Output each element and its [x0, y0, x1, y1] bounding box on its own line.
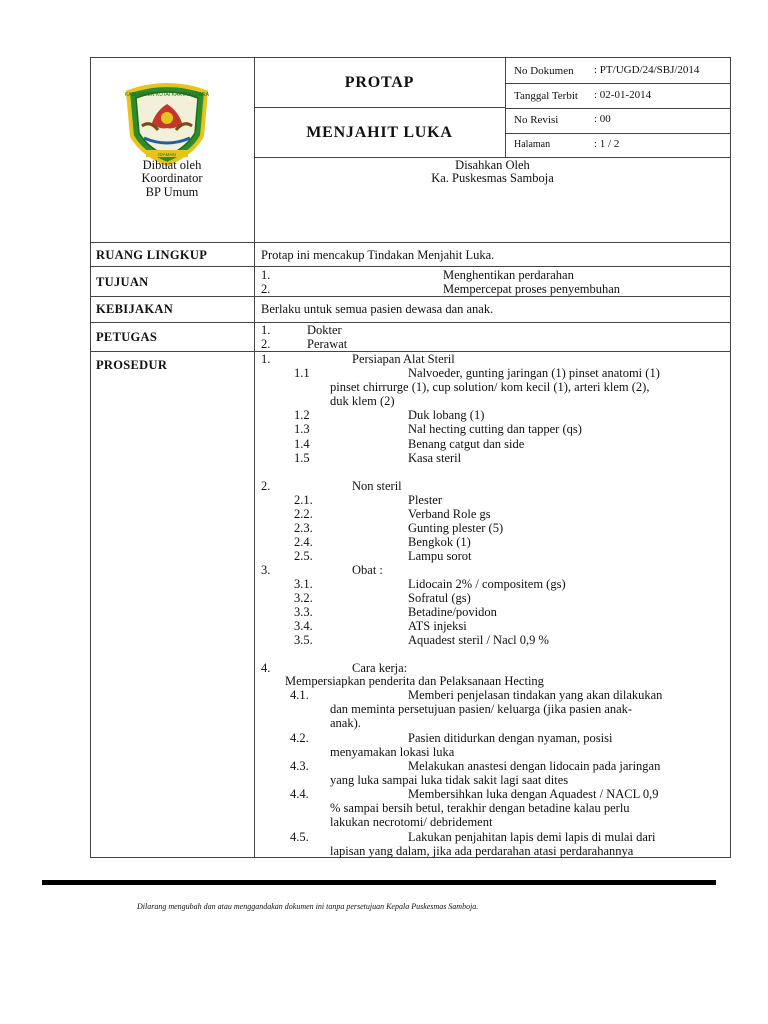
footer-note: Dilarang mengubah dan atau menggandakan dokumen ini tanpa persetujuan Kepala Puskesmas Samboja. — [137, 902, 479, 911]
protap-title: PROTAP — [344, 74, 415, 91]
divider — [90, 296, 731, 297]
signature-coordinator: Koordinator — [141, 171, 203, 185]
step-text: menyamakan lokasi luka — [330, 745, 455, 759]
item-num: 3.4. — [294, 619, 313, 633]
item-num: 3.2. — [294, 591, 313, 605]
step-num: 4.1. — [290, 688, 309, 702]
step-num: 4.2. — [290, 731, 309, 745]
item-text: Verband Role gs — [408, 507, 491, 521]
svg-text:KABUPATEN KUTAI KARTANEGARA: KABUPATEN KUTAI KARTANEGARA — [125, 92, 209, 98]
kebijakan-text: Berlaku untuk semua pasien dewasa dan anak. — [261, 302, 494, 316]
divider — [254, 107, 505, 108]
item-num: 1.2 — [294, 408, 310, 422]
document-title: MENJAHIT LUKA — [306, 124, 453, 141]
meta-label-tanggal-terbit: Tanggal Terbit — [514, 90, 578, 102]
signature-made-by: Dibuat oleh — [142, 158, 202, 172]
kutai-kartanegara-emblem-logo — [120, 78, 214, 166]
item-text: ATS injeksi — [408, 619, 467, 633]
section-num: 3. — [261, 563, 271, 577]
step-text: Memberi penjelasan tindakan yang akan dilakukan — [408, 688, 663, 702]
divider — [90, 322, 731, 323]
item-num: 1.3 — [294, 422, 310, 436]
section-subtitle: Mempersiapkan penderita dan Pelaksanaan Hecting — [285, 674, 544, 688]
step-text: Melakukan anastesi dengan lidocain pada jaringan — [408, 759, 661, 773]
label-kebijakan: KEBIJAKAN — [96, 302, 174, 316]
signature-unit: BP Umum — [145, 185, 199, 199]
divider — [505, 108, 731, 109]
petugas-num-1: 1. — [261, 323, 271, 337]
petugas-item-2: Perawat — [307, 337, 348, 351]
tujuan-num-1: 1. — [261, 268, 271, 282]
petugas-num-2: 2. — [261, 337, 271, 351]
signature-head-puskesmas: Ka. Puskesmas Samboja — [431, 171, 554, 185]
item-text: Betadine/povidon — [408, 605, 497, 619]
item-text: Nal hecting cutting dan tapper (qs) — [408, 422, 582, 436]
label-tujuan: TUJUAN — [96, 275, 149, 289]
label-prosedur: PROSEDUR — [96, 358, 168, 372]
step-num: 4.5. — [290, 830, 309, 844]
step-text: Membersihkan luka dengan Aquadest / NACL 0,9 — [408, 787, 659, 801]
item-text: Sofratul (gs) — [408, 591, 471, 605]
ruang-lingkup-text: Protap ini mencakup Tindakan Menjahit Luka. — [261, 248, 495, 262]
item-num: 2.4. — [294, 535, 313, 549]
step-text: Lakukan penjahitan lapis demi lapis di mulai dari — [408, 830, 656, 844]
divider — [90, 242, 731, 243]
step-num: 4.3. — [290, 759, 309, 773]
item-text: Lampu sorot — [408, 549, 472, 563]
section-num: 4. — [261, 661, 271, 675]
step-text: anak). — [330, 716, 361, 730]
item-num: 3.5. — [294, 633, 313, 647]
meta-label-no-dokumen: No Dokumen — [514, 65, 574, 77]
section-num: 2. — [261, 479, 271, 493]
step-text: Pasien ditidurkan dengan nyaman, posisi — [408, 731, 613, 745]
item-num: 3.3. — [294, 605, 313, 619]
item-text: Plester — [408, 493, 443, 507]
item-text: Kasa steril — [408, 451, 462, 465]
divider — [505, 83, 731, 84]
svg-text:IDAMAN: IDAMAN — [158, 152, 176, 157]
section-title: Persiapan Alat Steril — [352, 352, 455, 366]
step-num: 4.4. — [290, 787, 309, 801]
meta-value-tanggal-terbit: : 02-01-2014 — [594, 89, 652, 101]
item-text: Benang catgut dan side — [408, 437, 525, 451]
meta-label-halaman: Halaman — [514, 139, 551, 150]
item-text: Aquadest steril / Nacl 0,9 % — [408, 633, 549, 647]
item-text: Bengkok (1) — [408, 535, 471, 549]
section-num: 1. — [261, 352, 271, 366]
item-num: 2.1. — [294, 493, 313, 507]
step-text: % sampai bersih betul, terakhir dengan betadine kalau perlu — [330, 801, 630, 815]
item-num: 1.5 — [294, 451, 310, 465]
section-title: Cara kerja: — [352, 661, 408, 675]
item-num: 2.2. — [294, 507, 313, 521]
item-num: 1.1 — [294, 366, 310, 380]
item-num: 2.5. — [294, 549, 313, 563]
section-title: Non steril — [352, 479, 402, 493]
item-num: 2.3. — [294, 521, 313, 535]
divider — [90, 266, 731, 267]
item-text: Nalvoeder, gunting jaringan (1) pinset anatomi (1) — [408, 366, 660, 380]
petugas-item-1: Dokter — [307, 323, 342, 337]
item-text: pinset chirrurge (1), cup solution/ kom kecil (1), arteri klem (2), — [330, 380, 650, 394]
divider — [505, 133, 731, 134]
item-text: Lidocain 2% / compositem (gs) — [408, 577, 566, 591]
signature-approved-by: Disahkan Oleh — [455, 158, 530, 172]
label-petugas: PETUGAS — [96, 330, 158, 344]
section-title: Obat : — [352, 563, 383, 577]
footer-rule — [42, 880, 716, 885]
tujuan-item-2: Mempercepat proses penyembuhan — [443, 282, 621, 296]
tujuan-item-1: Menghentikan perdarahan — [443, 268, 574, 282]
step-text: yang luka sampai luka tidak sakit lagi saat dites — [330, 773, 569, 787]
meta-value-no-dokumen: : PT/UGD/24/SBJ/2014 — [594, 64, 700, 76]
meta-value-halaman: : 1 / 2 — [594, 138, 620, 150]
item-num: 1.4 — [294, 437, 310, 451]
meta-label-no-revisi: No Revisi — [514, 114, 559, 126]
item-text: Gunting plester (5) — [408, 521, 504, 535]
divider — [505, 57, 506, 157]
label-ruang-lingkup: RUANG LINGKUP — [96, 248, 208, 262]
step-text: lapisan yang dalam, jika ada perdarahan atasi perdarahannya — [330, 844, 634, 858]
item-num: 3.1. — [294, 577, 313, 591]
step-text: lakukan necrotomi/ debridement — [330, 815, 493, 829]
item-text: Duk lobang (1) — [408, 408, 485, 422]
meta-value-no-revisi: : 00 — [594, 113, 611, 125]
item-text: duk klem (2) — [330, 394, 395, 408]
tujuan-num-2: 2. — [261, 282, 271, 296]
step-text: dan meminta persetujuan pasien/ keluarga (jika pasien anak- — [330, 702, 633, 716]
